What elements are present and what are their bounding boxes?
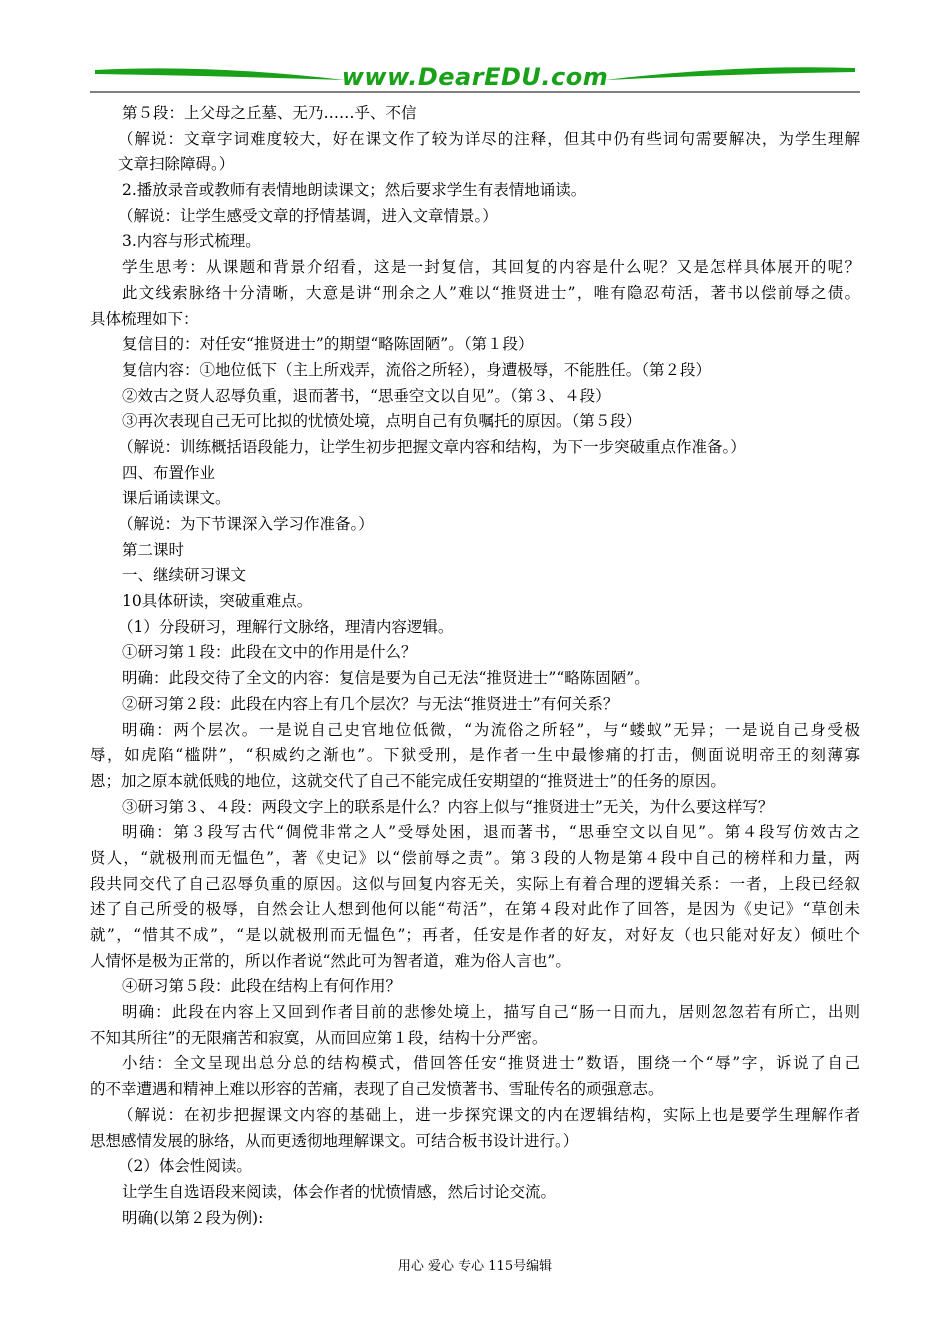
page-footer: 用心 爱心 专心 115号编辑 xyxy=(397,1259,553,1274)
text-line: 第５段：上父母之丘墓、无乃……乎、不信 xyxy=(122,104,417,122)
text-line: （解说：文章字词难度较大，好在课文作了较为详尽的注释，但其中仍有些词句需要解决，为学生理解 xyxy=(118,129,860,148)
text-line: 复信内容：①地位低下（主上所戏弄，流俗之所轻），身遭极辱，不能胜任。（第２段） xyxy=(122,360,712,379)
text-line: 此文线索脉络十分清晰，大意是讲“刑余之人”难以“推贤进士”，唯有隐忍苟活，著书以偿前辱之债。 xyxy=(122,283,860,302)
text-line: 贤人，“就极刑而无愠色”，著《史记》以“偿前辱之责”。第３段的人物是第４段中自己的榜样和力量，两 xyxy=(90,848,860,867)
text-line: 明确：第３段写古代“倜傥非常之人”受辱处困，退而著书，“思垂空文以自见”。第４段写仿效古之 xyxy=(122,823,860,842)
text-line: （解说：为下节课深入学习作准备。） xyxy=(118,515,374,533)
text-line: （解说：训练概括语段能力，让学生初步把握文章内容和结构，为下一步突破重点作准备。） xyxy=(118,437,746,456)
text-line: ③研习第３、４段：两段文字上的联系是什么？内容上似与“推贤进士”无关，为什么要这样写？ xyxy=(122,797,774,816)
document-body xyxy=(90,101,860,1231)
text-line: 明确(以第２段为例): xyxy=(122,1208,264,1227)
text-line: 明确：此段在内容上又回到作者目前的悲惨处境上，描写自己“肠一日而九，居则忽忽若有所亡，出则 xyxy=(122,1003,860,1022)
text-line: 恩；加之原本就低贱的地位，这就交代了自己不能完成任安期望的“推贤进士”的任务的原因。 xyxy=(90,771,726,790)
text-line: 明确：此段交待了全文的内容：复信是要为自己无法“推贤进士”“略陈固陋”。 xyxy=(122,669,650,688)
text-line: （解说：在初步把握课文内容的基础上，进一步探究课文的内在逻辑结构，实际上也是要学生理解作者 xyxy=(118,1105,860,1124)
text-line: 思想感情发展的脉络，从而更透彻地理解课文。可结合板书设计进行。） xyxy=(90,1131,579,1150)
text-line: 辱，如虎陷“槛阱”，“积威约之渐也”。下狱受刑，是作者一生中最惨痛的打击，侧面说明帝王的刻薄寡 xyxy=(90,746,860,765)
text-line: 具体梳理如下： xyxy=(90,309,199,328)
text-line: 小结：全文呈现出总分总的结构模式，借回答任安“推贤进士”数语，围绕一个“辱”字，诉说了自己 xyxy=(122,1054,860,1073)
text-line: 述了自己所受的极辱，自然会让人想到他何以能“苟活”，在第４段对此作了回答，是因为《史记》“草创未 xyxy=(90,900,860,919)
text-line: 第二课时 xyxy=(122,540,185,559)
text-line: 让学生自选语段来阅读，体会作者的忧愤情感，然后讨论交流。 xyxy=(122,1182,557,1201)
text-line: ③再次表现自己无可比拟的忧愤处境，点明自己有负嘱托的原因。（第５段） xyxy=(122,412,642,431)
text-line: ②效古之贤人忍辱负重，退而著书，“思垂空文以自见”。（第３、４段） xyxy=(122,386,611,405)
text-line: 3.内容与形式梳理。 xyxy=(122,232,261,251)
text-line: 文章扫除障碍。） xyxy=(118,155,235,174)
text-line: （1）分段研习，理解行文脉络，理清内容逻辑。 xyxy=(118,617,454,636)
text-line: 课后诵读课文。 xyxy=(122,489,231,508)
text-line: 段共同交代了自己忍辱负重的原因。这似与回复内容无关，实际上有着合理的逻辑关系：一者，上段已经叙 xyxy=(90,874,860,893)
text-line: 就”，“惜其不成”，“是以就极刑而无愠色”；再者，任安是作者的好友，对好友（也只能对好友）倾吐个 xyxy=(90,926,860,944)
site-logo: www.DearEDU.com xyxy=(341,63,609,91)
text-line: 复信目的：对任安“推贤进士”的期望“略陈固陋”。（第１段） xyxy=(122,335,534,354)
text-line: （解说：让学生感受文章的抒情基调，进入文章情景。） xyxy=(118,206,498,225)
text-line: 不知其所往”的无限痛苦和寂寞，从而回应第１段，结构十分严密。 xyxy=(90,1028,548,1047)
text-line: 四、布置作业 xyxy=(122,463,216,482)
text-line: 2.播放录音或教师有表情地朗读课文；然后要求学生有表情地诵读。 xyxy=(122,181,587,200)
text-line: （2）体会性阅读。 xyxy=(118,1157,252,1176)
text-line: 人情怀是极为正常的，所以作者说“然此可为智者道，难为俗人言也”。 xyxy=(90,951,571,970)
text-line: 学生思考：从课题和背景介绍看，这是一封复信，其回复的内容是什么呢？又是怎样具体展开的呢？ xyxy=(122,258,860,277)
text-line: 10具体研读，突破重难点。 xyxy=(122,592,313,611)
page-header xyxy=(90,60,860,96)
text-line: 明确：两个层次。一是说自己史官地位低微，“为流俗之所轻”，与“蝼蚁”无异；一是说自己身受极 xyxy=(122,720,860,739)
text-line: ②研习第２段：此段在内容上有几个层次？与无法“推贤进士”有何关系？ xyxy=(122,694,619,713)
text-line: 一、继续研习课文 xyxy=(122,566,247,585)
text-line: ①研习第１段：此段在文中的作用是什么？ xyxy=(122,643,417,662)
text-line: 的不幸遭遇和精神上难以形容的苦痛，表现了自己发愤著书、雪耻传名的顽强意志。 xyxy=(90,1080,664,1099)
text-line: ④研习第５段：此段在结构上有何作用？ xyxy=(122,977,402,996)
